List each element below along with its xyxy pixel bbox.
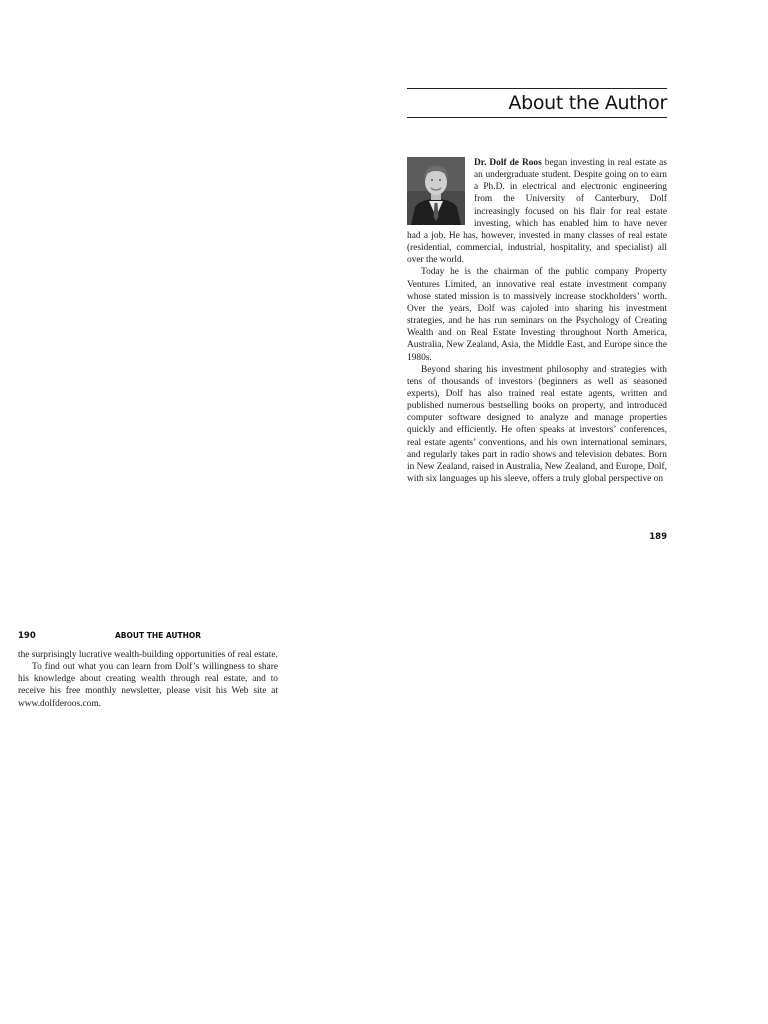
bio-paragraph-1-text: began investing in real estate as an undergraduate student. Despite going on to earn a Ph.D. in electrical and electronic engineering from the University of Canterbury, Dolf increasingly focused on his flair for real estate investing, which has enabled him to have never had a job. He has, however, invested in many classes of real estate (residential, commercial, industrial, hospitality, and specialist) all over the world.: [407, 158, 667, 266]
author-photo: [407, 157, 465, 225]
running-head-title: ABOUT THE AUTHOR: [115, 631, 202, 640]
running-head: [18, 631, 278, 641]
page-189: [407, 88, 667, 485]
page-190: [18, 649, 278, 710]
page-number-190: 190: [18, 631, 36, 641]
bio-paragraph-3: Beyond sharing his investment philosophy and strategies with tens of thousands of investors (beginners as well as seasoned experts), Dolf has also trained real estate agents, written and published numerous bestselling books on property, and introduced computer software designed to analyze and manage properties quickly and efficiently. He often speaks at investors’ conferences, real estate agents’ conventions, and his own international seminars, and regularly takes part in radio shows and television debates. Born in New Zealand, raised in Australia, New Zealand, and Europe, Dolf, with six languages up his sleeve, offers a truly global perspective on: [407, 364, 667, 485]
author-portrait-icon: [407, 157, 465, 225]
author-bio: [407, 157, 667, 485]
title-rule-bottom: [407, 117, 667, 118]
bio-paragraph-2: Today he is the chairman of the public company Property Ventures Limited, an innovative real estate investment company whose stated mission is to massively increase stockholders’ worth. Over the years, Dolf was cajoled into sharing his investment strategies, and he has run seminars on the Psychology of Creating Wealth and on Real Estate Investing throughout North America, Australia, New Zealand, Asia, the Middle East, and Europe since the 1980s.: [407, 267, 667, 363]
page-number-189: 189: [649, 532, 667, 542]
newsletter-paragraph: To find out what you can learn from Dolf’s willingness to share his knowledge about creating wealth through real estate, and to receive his free monthly newsletter, please visit his Web site at www.dolfderoos.com.: [18, 662, 278, 709]
author-name: Dr. Dolf de Roos: [474, 158, 542, 168]
chapter-title: About the Author: [508, 92, 667, 114]
continued-paragraph: the surprisingly lucrative wealth-building opportunities of real estate.: [18, 650, 278, 660]
title-rule-top: [407, 88, 667, 89]
